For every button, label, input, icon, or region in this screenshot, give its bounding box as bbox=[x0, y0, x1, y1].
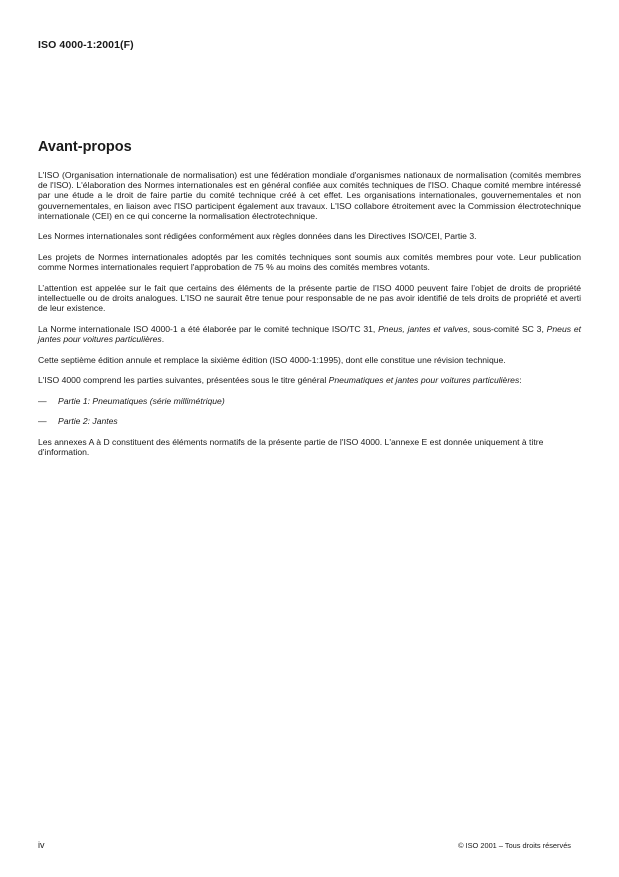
copyright-notice: © ISO 2001 – Tous droits réservés bbox=[458, 841, 571, 850]
list-item-part-1 bbox=[38, 396, 581, 406]
paragraph-parts-intro bbox=[38, 375, 581, 385]
subcommittee-title-sc3: Pneus et jantes pour voitures particulières bbox=[38, 323, 581, 344]
paragraph-committee bbox=[38, 324, 581, 344]
committee-title-tc31: Pneus, jantes et valves bbox=[378, 323, 468, 334]
paragraph-edition: Cette septième édition annule et remplace la sixième édition (ISO 4000-1:1995), dont elle constitue une révision technique. bbox=[38, 354, 506, 365]
paragraph-patent-rights: L’attention est appelée sur le fait que certains des éléments de la présente partie de l’ISO 4000 peuvent faire l’objet de droits de propriété intellectuelle ou de droits analogues. L’ISO ne saurait être tenue pour responsable de ne pas avoir identifié de tels droits de propriété et averti de leur existence. bbox=[38, 282, 581, 314]
part-1-title: Partie 1: Pneumatiques (série millimétrique) bbox=[58, 395, 225, 406]
part-2-title: Partie 2: Jantes bbox=[58, 416, 118, 427]
document-id-header: ISO 4000-1:2001(F) bbox=[38, 39, 134, 51]
committee-text-2: , sous-comité SC 3, bbox=[467, 323, 547, 334]
paragraph-voting: Les projets de Normes internationales adoptés par les comités techniques sont soumis aux comités membres pour vote. Leur publication comme Normes internationales requiert l'approbation de 75 % au moins des comités membres votants. bbox=[38, 252, 581, 273]
paragraph-iso-organization: L'ISO (Organisation internationale de normalisation) est une fédération mondiale d'organismes nationaux de normalisation (comités membres de l'ISO). L'élaboration des Normes internationales est en général confiée aux comités techniques de l'ISO. Chaque comité membre intéressé par une étude a le droit de faire partie du comité technique créé à cet effet. Les organisations internationales, gouvernementales et non gouvernementales, en liaison avec l'ISO participent également aux travaux. L'ISO collabore étroitement avec la Commission électrotechnique internationale (CEI) en ce qui concerne la normalisation électrotechnique. bbox=[38, 170, 581, 221]
section-title: Avant-propos bbox=[38, 139, 132, 155]
committee-text-1: La Norme internationale ISO 4000-1 a été élaborée par le comité technique ISO/TC 31, bbox=[38, 323, 379, 334]
list-item-part-2 bbox=[38, 416, 581, 426]
parts-intro-colon: : bbox=[519, 375, 522, 386]
parts-general-title: Pneumatiques et jantes pour voitures particulières bbox=[328, 375, 520, 386]
em-dash: — bbox=[38, 395, 47, 406]
committee-text-3: . bbox=[161, 334, 165, 344]
em-dash: — bbox=[38, 416, 47, 427]
paragraph-annexes: Les annexes A à D constituent des éléments normatifs de la présente partie de l'ISO 4000. L'annexe E est donnée uniquement à titre d'information. bbox=[38, 436, 544, 458]
parts-intro-text: L'ISO 4000 comprend les parties suivantes, présentées sous le titre général bbox=[38, 375, 329, 386]
page-number: iv bbox=[38, 840, 45, 850]
paragraph-directives: Les Normes internationales sont rédigées conformément aux règles données dans les Directives ISO/CEI, Partie 3. bbox=[38, 231, 477, 242]
foreword-body bbox=[38, 170, 581, 468]
